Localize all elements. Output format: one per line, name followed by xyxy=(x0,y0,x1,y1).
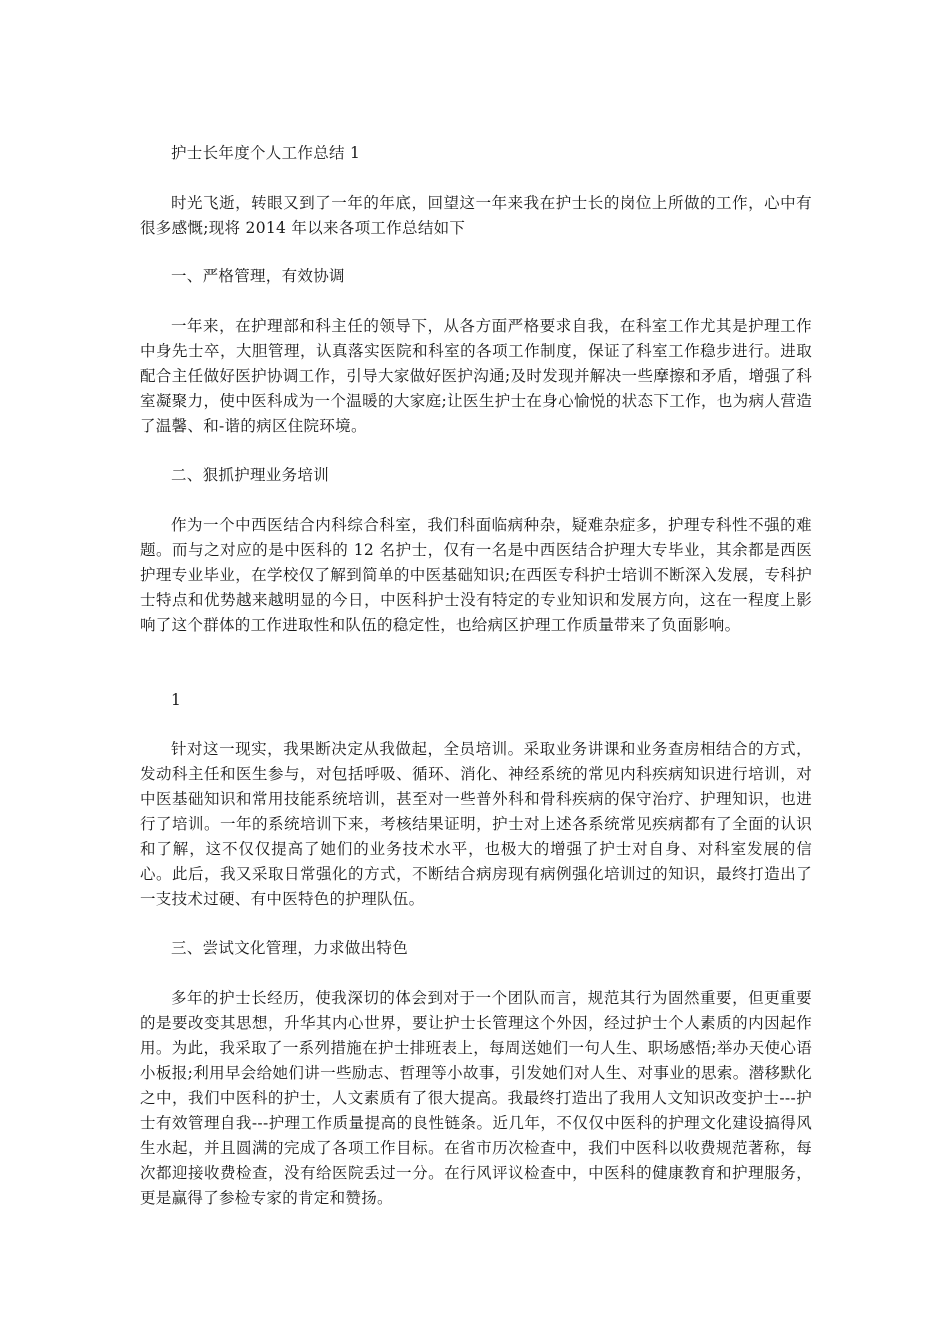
intro-paragraph: 时光飞逝，转眼又到了一年的年底，回望这一年来我在护士长的岗位上所做的工作，心中有很多感慨;现将 2014 年以来各项工作总结如下 xyxy=(140,194,812,237)
section3-paragraph: 多年的护士长经历，使我深切的体会到对于一个团队而言，规范其行为固然重要，但更重要的是要改变其思想，升华其内心世界，要让护士长管理这个外因，经过护士个人素质的内因起作用。为此，我采取了一系列措施在护士排班表上，每周送她们一句人生、职场感悟;举办天使心语小板报;利用早会给她们讲一些励志、哲理等小故事，引发她们对人生、对事业的思索。潜移默化之中，我们中医科的护士，人文素质有了很大提高。我最终打造出了我用人文知识改变护士---护士有效管理自我---护理工作质量提高的良性链条。近几年，不仅仅中医科的护理文化建设搞得风生水起，并且圆满的完成了各项工作目标。在省市历次检查中，我们中医科以收费规范著称，每次都迎接收费检查，没有给医院丢过一分。在行风评议检查中，中医科的健康教育和护理服务，更是赢得了参检专家的肯定和赞扬。 xyxy=(140,989,812,1207)
page-number: 1 xyxy=(171,691,182,709)
section1-heading: 一、严格管理，有效协调 xyxy=(171,267,345,285)
section3-heading: 三、尝试文化管理，力求做出特色 xyxy=(171,939,409,957)
document-title: 护士长年度个人工作总结 1 xyxy=(171,144,361,162)
section2-paragraph: 作为一个中西医结合内科综合科室，我们科面临病种杂，疑难杂症多，护理专科性不强的难题。而与之对应的是中医科的 12 名护士，仅有一名是中西医结合护理大专毕业，其余都是西医护理专业毕业，在学校仅了解到简单的中医基础知识;在西医专科护士培训不断深入发展，专科护士特点和优势越来越明显的今日，中医科护士没有特定的专业知识和发展方向，这在一程度上影响了这个群体的工作进取性和队伍的稳定性，也给病区护理工作质量带来了负面影响。 xyxy=(140,516,812,634)
section2-paragraph-2: 针对这一现实，我果断决定从我做起，全员培训。采取业务讲课和业务查房相结合的方式，发动科主任和医生参与，对包括呼吸、循环、消化、神经系统的常见内科疾病知识进行培训，对中医基础知识和常用技能系统培训，甚至对一些普外科和骨科疾病的保守治疗、护理知识，也进行了培训。一年的系统培训下来，考核结果证明，护士对上述各系统常见疾病都有了全面的认识和了解，这不仅仅提高了她们的业务技术水平，也极大的增强了护士对自身、对科室发展的信心。此后，我又采取日常强化的方式，不断结合病房现有病例强化培训过的知识，最终打造出了一支技术过硬、有中医特色的护理队伍。 xyxy=(140,740,812,908)
section2-heading: 二、狠抓护理业务培训 xyxy=(171,466,330,484)
section1-paragraph: 一年来，在护理部和科主任的领导下，从各方面严格要求自我，在科室工作尤其是护理工作中身先士卒，大胆管理，认真落实医院和科室的各项工作制度，保证了科室工作稳步进行。进取配合主任做好医护协调工作，引导大家做好医护沟通;及时发现并解决一些摩擦和矛盾，增强了科室凝聚力，使中医科成为一个温暖的大家庭;让医生护士在身心愉悦的状态下工作，也为病人营造了温馨、和-谐的病区住院环境。 xyxy=(140,317,812,435)
